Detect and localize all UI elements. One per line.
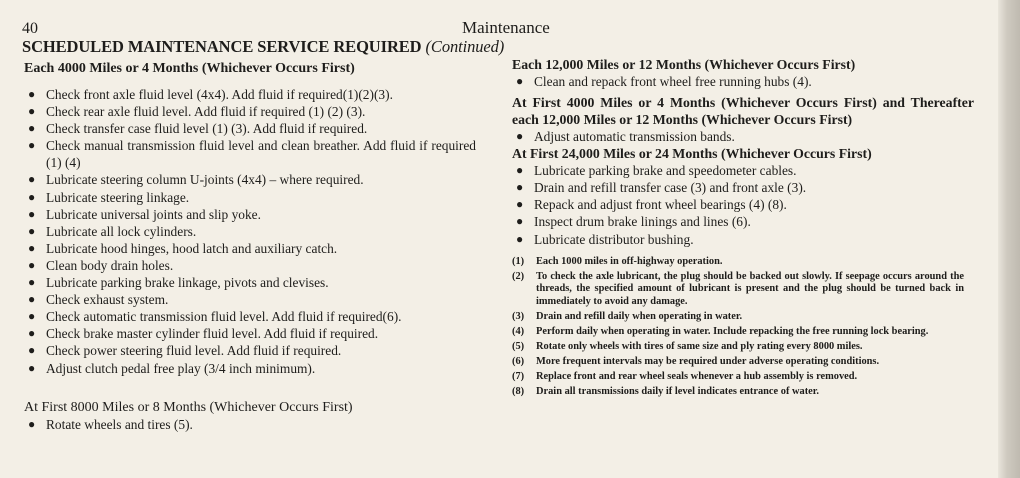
- group-heading: At First 8000 Miles or 8 Months (Whichever Occurs First): [24, 399, 353, 415]
- footnotes: [512, 256, 972, 399]
- task-item: ● Lubricate steering linkage.: [28, 189, 190, 205]
- group-heading: Each 4000 Miles or 4 Months (Whichever Occurs First): [24, 61, 355, 76]
- bullet-icon: ●: [28, 326, 36, 341]
- task-list: [512, 128, 972, 145]
- task-item: ● Lubricate universal joints and slip yoke.: [28, 206, 261, 222]
- task-item: ● Lubricate distributor bushing.: [516, 231, 694, 247]
- page-edge-shadow: [998, 0, 1020, 478]
- task-item: ● Check rear axle fluid level. Add fluid if required (1) (2) (3).: [28, 104, 366, 120]
- group-heading: At First 4000 Miles or 4 Months (Whichever Occurs First) and Thereafter each 12,000 Miles or 12 Months (Whichever Occurs First): [512, 95, 974, 128]
- task-item: ● Repack and adjust front wheel bearings (4) (8).: [516, 197, 787, 213]
- task-item: ● Check automatic transmission fluid level. Add fluid if required(6).: [28, 309, 402, 325]
- bullet-icon: ●: [516, 74, 524, 88]
- task-item: ● Clean and repack front wheel free running hubs (4).: [516, 74, 812, 89]
- section-title-text: SCHEDULED MAINTENANCE SERVICE REQUIRED: [22, 37, 422, 56]
- schedule-group: [24, 399, 504, 433]
- bullet-icon: ●: [516, 214, 524, 229]
- bullet-icon: ●: [28, 416, 36, 431]
- schedule-group: [512, 145, 972, 247]
- task-item: ● Lubricate hood hinges, hood latch and auxiliary catch.: [28, 240, 338, 256]
- bullet-icon: ●: [28, 309, 36, 324]
- bullet-icon: ●: [28, 240, 36, 255]
- bullet-icon: ●: [28, 87, 36, 101]
- bullet-icon: ●: [28, 104, 36, 119]
- task-item: ● Lubricate parking brake and speedometer cables.: [516, 163, 797, 179]
- bullet-icon: ●: [516, 163, 524, 178]
- footnote: (1) Each 1000 miles in off-highway operation.: [512, 255, 723, 267]
- task-item: ● Inspect drum brake linings and lines (6).: [516, 214, 751, 230]
- group-heading: Each 12,000 Miles or 12 Months (Whichever Occurs First): [512, 57, 856, 72]
- bullet-icon: ●: [516, 180, 524, 195]
- task-item: ● Check manual transmission fluid level and clean breather. Add fluid if required (1) (4): [28, 138, 476, 171]
- task-item: ● Lubricate steering column U-joints (4x4) – where required.: [28, 172, 364, 188]
- bullet-icon: ●: [28, 343, 36, 358]
- bullet-icon: ●: [516, 197, 524, 212]
- footnote: (2) To check the axle lubricant, the plug should be backed out slowly. If seepage occurs around the threads, the specified amount of lubricant is present and the plug should be turned back in immediately to avoid any damage.: [512, 270, 964, 308]
- task-list: [512, 73, 972, 90]
- bullet-icon: ●: [28, 172, 36, 187]
- bullet-icon: ●: [28, 223, 36, 238]
- footnote: (3) Drain and refill daily when operating in water.: [512, 311, 743, 323]
- bullet-icon: ●: [28, 257, 36, 272]
- task-item: ● Check transfer case fluid level (1) (3). Add fluid if required.: [28, 121, 368, 137]
- task-item: ● Adjust clutch pedal free play (3/4 inch minimum).: [28, 360, 316, 376]
- page-header: Maintenance: [462, 18, 550, 37]
- task-list: [24, 86, 504, 377]
- schedule-group: [24, 60, 504, 377]
- bullet-icon: ●: [28, 189, 36, 204]
- task-item: ● Check brake master cylinder fluid level. Add fluid if required.: [28, 326, 379, 342]
- section-continued: (Continued): [425, 37, 505, 56]
- bullet-icon: ●: [28, 138, 36, 153]
- section-title: [22, 37, 504, 57]
- task-list: [512, 162, 972, 247]
- footnote: (7) Replace front and rear wheel seals whenever a hub assembly is removed.: [512, 370, 858, 382]
- task-item: ● Clean body drain holes.: [28, 257, 174, 273]
- bullet-icon: ●: [28, 360, 36, 375]
- bullet-icon: ●: [28, 121, 36, 136]
- page-number: 40: [22, 20, 38, 37]
- group-heading: At First 24,000 Miles or 24 Months (Whichever Occurs First): [512, 146, 872, 162]
- footnote: (6) More frequent intervals may be required under adverse operating conditions.: [512, 356, 880, 367]
- right-column: [512, 56, 972, 401]
- bullet-icon: ●: [28, 292, 36, 307]
- task-item: ● Check exhaust system.: [28, 292, 169, 308]
- task-item: ● Rotate wheels and tires (5).: [28, 416, 193, 432]
- task-item: ● Lubricate parking brake linkage, pivots and clevises.: [28, 275, 329, 291]
- task-item: ● Drain and refill transfer case (3) and front axle (3).: [516, 180, 807, 196]
- bullet-icon: ●: [28, 275, 36, 290]
- task-item: ● Check power steering fluid level. Add fluid if required.: [28, 343, 342, 359]
- schedule-group: [512, 94, 972, 145]
- bullet-icon: ●: [516, 231, 524, 246]
- footnote: (8) Drain all transmissions daily if level indicates entrance of water.: [512, 385, 820, 397]
- task-item: ● Check front axle fluid level (4x4). Add fluid if required(1)(2)(3).: [28, 87, 393, 102]
- task-item: ● Adjust automatic transmission bands.: [516, 129, 735, 145]
- task-item: ● Lubricate all lock cylinders.: [28, 223, 197, 239]
- footnote: (5) Rotate only wheels with tires of same size and ply rating every 8000 miles.: [512, 341, 863, 353]
- task-list: [24, 416, 504, 433]
- footnote: (4) Perform daily when operating in water. Include repacking the free running lock bearing.: [512, 326, 929, 338]
- left-column: [24, 60, 504, 433]
- bullet-icon: ●: [28, 206, 36, 221]
- schedule-group: [512, 56, 972, 90]
- bullet-icon: ●: [516, 129, 524, 144]
